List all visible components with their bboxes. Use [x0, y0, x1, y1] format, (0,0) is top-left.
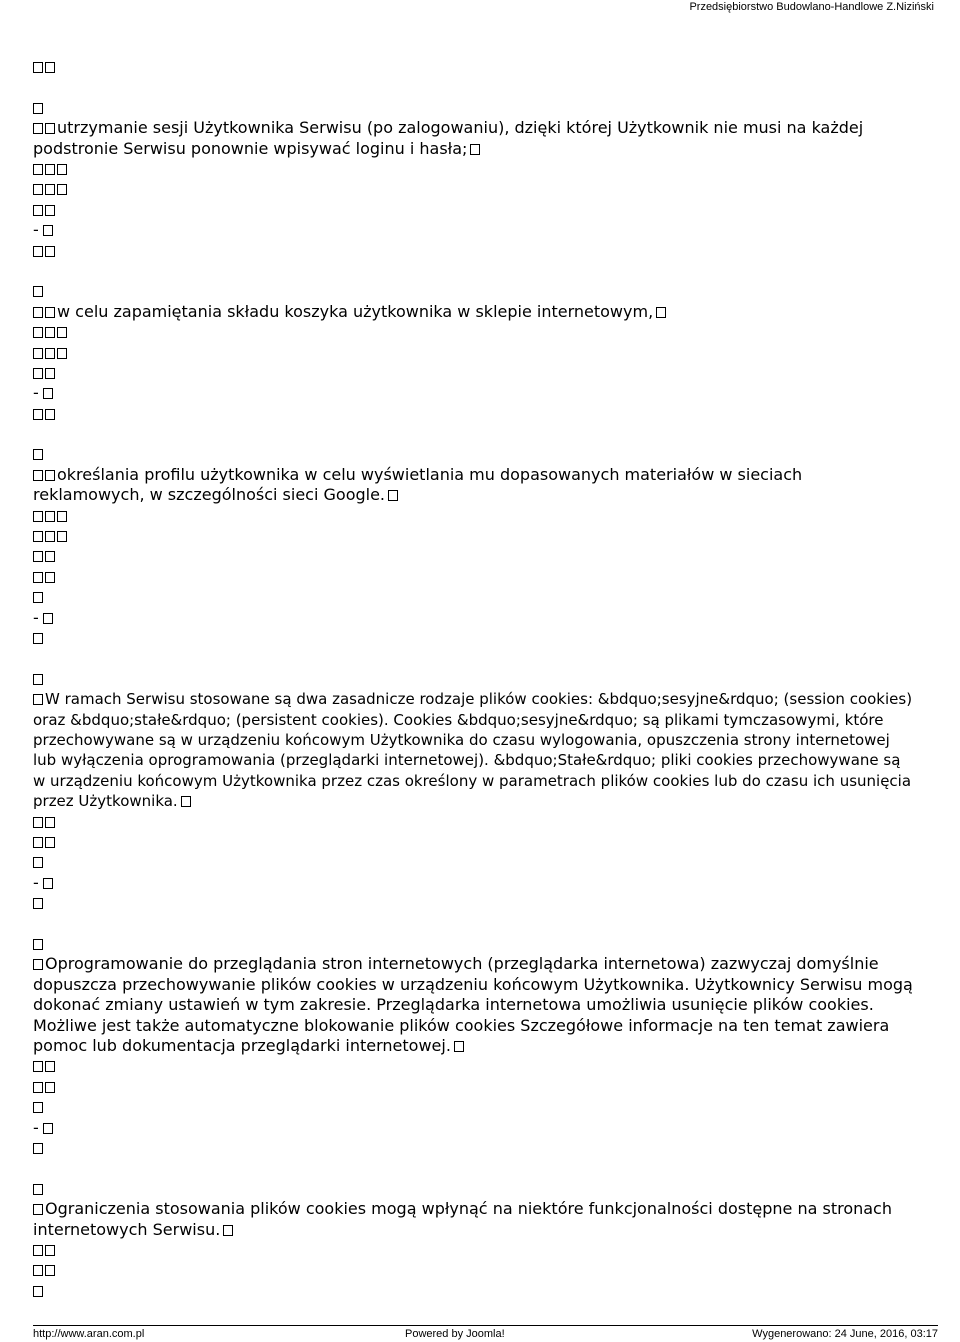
glyph-row — [33, 363, 913, 383]
dash-row: - — [33, 220, 913, 240]
glyph-row — [33, 281, 913, 301]
paragraph: Ograniczenia stosowania plików cookies mogą wpłynąć na niektóre funkcjonalności dostępne na stronach internetowych Serwisu. — [33, 1199, 892, 1239]
footer-url-link[interactable]: http://www.aran.com.pl — [33, 1328, 145, 1340]
paragraph: Oprogramowanie do przeglądania stron internetowych (przeglądarka internetowa) zazwyczaj domyślnie dopuszcza przechowywanie plików cookies w urządzeniu końcowym Użytkownika. Użytkownicy Serwisu mogą dokonać zmiany ustawień w tym zakresie. Przeglądarka internetowa umożliwia usunięcie plików cookies. Możliwe jest także automatyczne blokowanie plików cookies Szczegółowe informacje na ten temat zawiera pomoc lub dokumentacja przeglądarki internetowej. — [33, 954, 913, 1055]
footer-generated-date: Wygenerowano: 24 June, 2016, 03:17 — [752, 1328, 938, 1340]
dash-row: - — [33, 608, 913, 628]
glyph-row — [33, 669, 913, 689]
page-footer — [33, 1325, 938, 1342]
glyph-row — [33, 1097, 913, 1117]
glyph-row — [33, 444, 913, 464]
glyph-row — [33, 587, 913, 607]
glyph-row — [33, 159, 913, 179]
glyph-row — [33, 506, 913, 526]
glyph-row — [33, 1281, 913, 1301]
glyph-row — [33, 343, 913, 363]
glyph-row — [33, 852, 913, 872]
paragraph: W ramach Serwisu stosowane są dwa zasadnicze rodzaje plików cookies: &bdquo;sesyjne&rdquo; (session cookies) oraz &bdquo;stałe&rdquo; (persistent cookies). Cookies &bdquo;sesyjne&rdquo; są plikami tymczasowymi, które przechowywane są w urządzeniu końcowym Użytkownika do czasu wylogowania, opuszczenia strony internetowej lub wyłączenia oprogramowania (przeglądarki internetowej). &bdquo;Stałe&rdquo; pliki cookies przechowywane są w urządzeniu końcowym Użytkownika przez czas określony w parametrach plików cookies lub do czasu ich usunięcia przez Użytkownika. — [33, 690, 913, 811]
glyph-row — [33, 1138, 913, 1158]
glyph-row — [33, 57, 913, 77]
footer-powered-by: Powered by Joomla! — [405, 1328, 505, 1340]
glyph-row — [33, 812, 913, 832]
glyph-row — [33, 241, 913, 261]
glyph-row — [33, 893, 913, 913]
header-company: Przedsiębiorstwo Budowlano-Handlowe Z.Niziński — [689, 1, 934, 13]
glyph-row — [33, 526, 913, 546]
glyph-row — [33, 546, 913, 566]
glyph-row — [33, 1056, 913, 1076]
glyph-row — [33, 322, 913, 342]
dash-row: - — [33, 873, 913, 893]
glyph-row — [33, 832, 913, 852]
glyph-row — [33, 567, 913, 587]
glyph-row — [33, 934, 913, 954]
glyph-row — [33, 404, 913, 424]
document-body — [33, 57, 913, 1301]
paragraph: określania profilu użytkownika w celu wyświetlania mu dopasowanych materiałów w sieciach reklamowych, w szczególności sieci Google. — [33, 464, 803, 505]
dash-row: - — [33, 383, 913, 403]
glyph-row — [33, 1077, 913, 1097]
dash-row: - — [33, 1118, 913, 1138]
glyph-row — [33, 628, 913, 648]
glyph-row — [33, 1240, 913, 1260]
paragraph: w celu zapamiętania składu koszyka użytkownika w sklepie internetowym, — [33, 302, 913, 322]
glyph-row — [33, 1179, 913, 1199]
paragraph: utrzymanie sesji Użytkownika Serwisu (po zalogowaniu), dzięki której Użytkownik nie musi na każdej podstronie Serwisu ponownie wpisywać loginu i hasła; — [33, 118, 864, 158]
glyph-row — [33, 98, 913, 118]
glyph-row — [33, 1260, 913, 1280]
glyph-row — [33, 200, 913, 220]
glyph-row — [33, 179, 913, 199]
